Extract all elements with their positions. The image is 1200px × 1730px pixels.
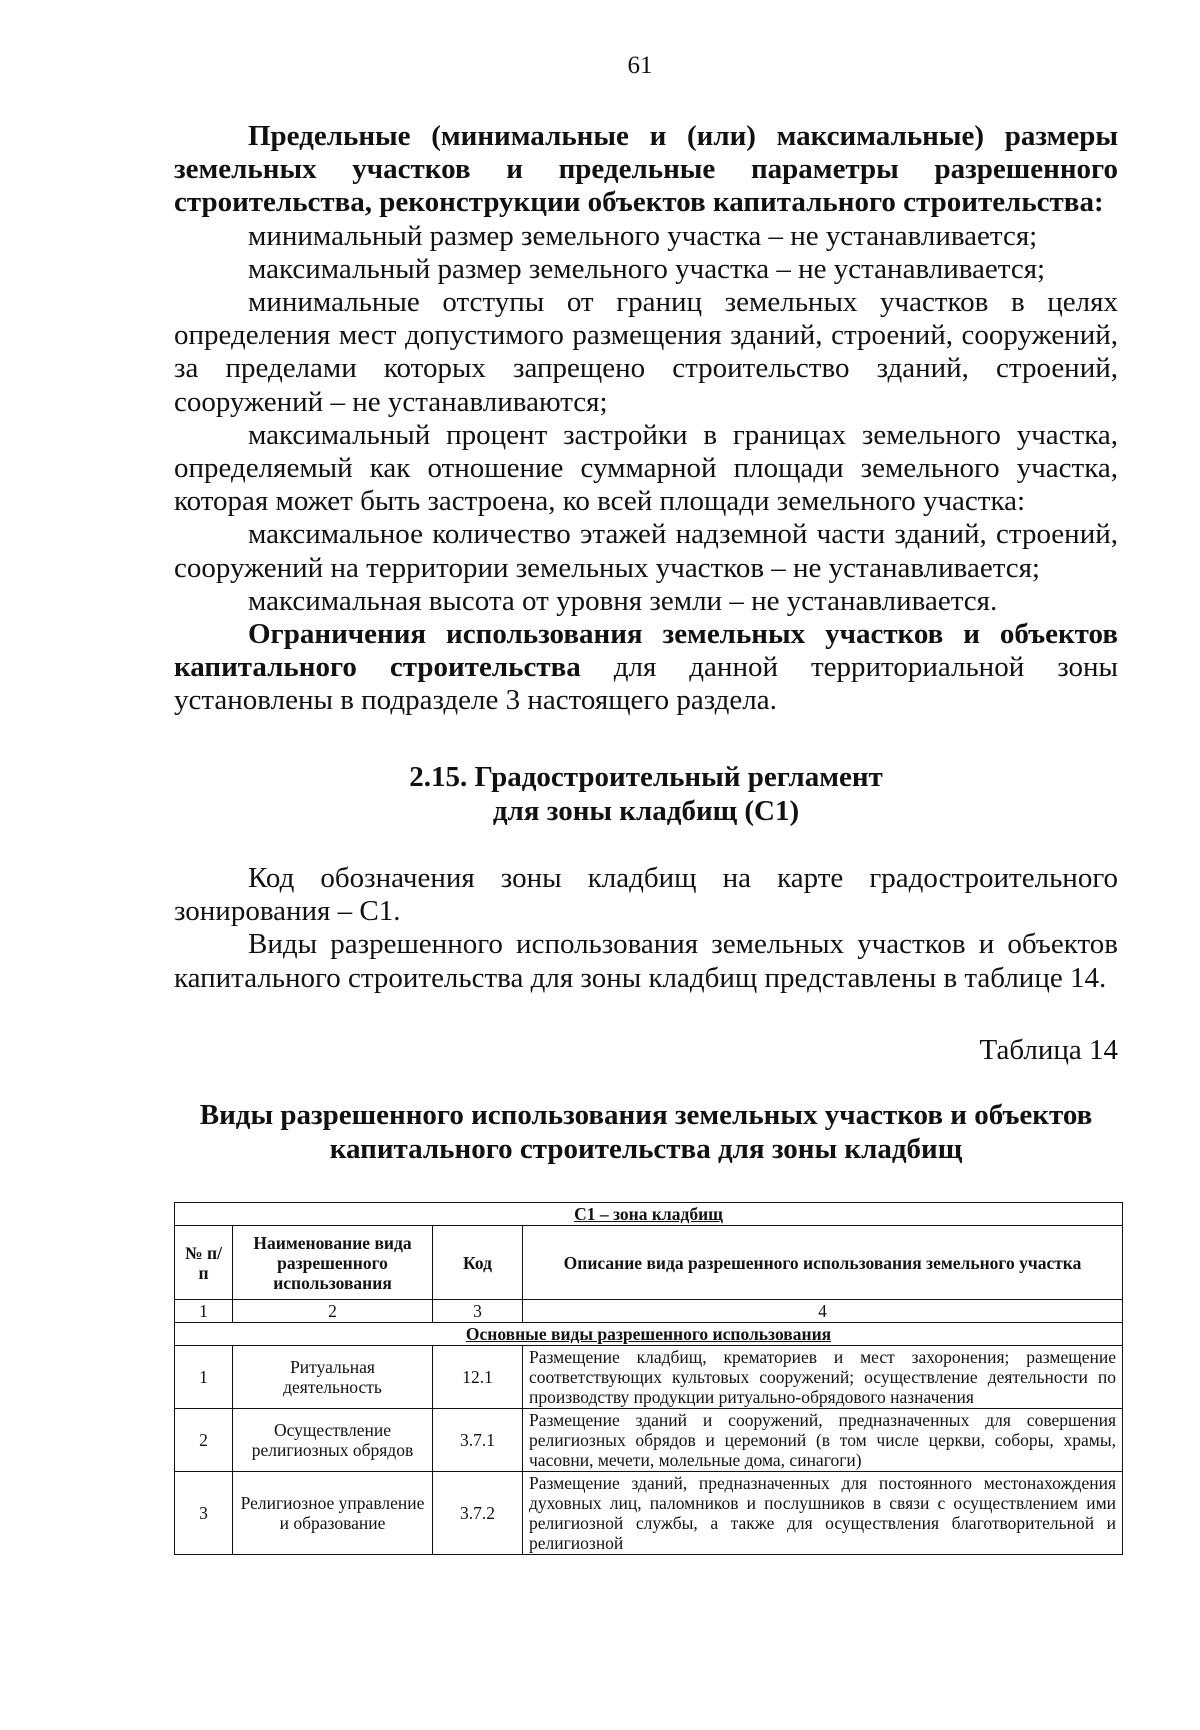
limit-item-floors: максимальное количество этажей надземной части зданий, строений, сооружений на территории земельных участков – не устанавливается;	[174, 518, 1118, 584]
restrictions-paragraph	[174, 618, 1118, 718]
col-number: 4	[523, 1300, 1123, 1323]
table-row	[175, 1409, 1123, 1472]
limits-heading: Предельные (минимальные и (или) максимальные) размеры земельных участков и предельные параметры разрешенного строительства, реконструкции объектов капитального строительства:	[174, 120, 1118, 219]
row-code: 12.1	[433, 1346, 523, 1409]
section-heading	[174, 760, 1118, 828]
restrictions-rest-text: для данной территориальной зоны установлены в подразделе 3 настоящего раздела.	[174, 651, 1118, 717]
permitted-uses-table	[174, 1202, 1123, 1555]
col-number: 2	[233, 1300, 433, 1323]
col-number: 1	[175, 1300, 233, 1323]
row-code: 3.7.2	[433, 1472, 523, 1555]
table-container	[174, 1202, 1122, 1555]
table-column-numbers-row	[175, 1300, 1123, 1323]
row-code: 3.7.1	[433, 1409, 523, 1472]
col-header-desc: Описание вида разрешенного использования земельного участка	[523, 1226, 1123, 1300]
restrictions-bold-text: Ограничения использования земельных участков и объектов капитального строительства	[174, 618, 1118, 684]
col-header-num: № п/п	[175, 1226, 233, 1300]
limits-section	[174, 120, 1118, 718]
col-header-code: Код	[433, 1226, 523, 1300]
row-num: 3	[175, 1472, 233, 1555]
row-num: 2	[175, 1409, 233, 1472]
row-name: Религиозное управление и образование	[233, 1472, 433, 1555]
row-desc: Размещение зданий и сооружений, предназначенных для совершения религиозных обрядов и церемоний (в том числе церкви, соборы, храмы, часовни, мечети, молельные дома, синагоги)	[523, 1409, 1123, 1472]
page-number: 61	[627, 52, 653, 79]
row-desc: Размещение кладбищ, крематориев и мест захоронения; размещение соответствующих культовых сооружений; осуществление деятельности по производству продукции ритуально-обрядового назначения	[523, 1346, 1123, 1409]
zone-header: С1 – зона кладбищ	[175, 1203, 1123, 1226]
table-section-header-row	[175, 1323, 1123, 1346]
zone-info-section	[174, 862, 1118, 995]
row-num: 1	[175, 1346, 233, 1409]
col-header-name: Наименование вида разрешенного использования	[233, 1226, 433, 1300]
limit-item-min-size: минимальный размер земельного участка – не устанавливается;	[248, 219, 1038, 252]
col-number: 3	[433, 1300, 523, 1323]
table-row	[175, 1472, 1123, 1555]
table-title-line-1: Виды разрешенного использования земельных участков и объектов	[199, 1099, 1093, 1131]
zone-code-paragraph: Код обозначения зоны кладбищ на карте градостроительного зонирования – С1.	[174, 862, 1118, 928]
row-name: Ритуальная деятельность	[233, 1346, 433, 1409]
table-title-line-2: капитального строительства для зоны кладбищ	[329, 1133, 963, 1165]
limit-item-building-percent: максимальный процент застройки в границах земельного участка, определяемый как отношение суммарной площади земельного участка, которая может быть застроена, ко всей площади земельного участка:	[174, 418, 1118, 518]
limit-item-height: максимальная высота от уровня земли – не устанавливается.	[248, 584, 998, 617]
limit-item-max-size: максимальный размер земельного участка – не устанавливается;	[248, 252, 1046, 285]
row-name: Осуществление религиозных обрядов	[233, 1409, 433, 1472]
row-desc: Размещение зданий, предназначенных для постоянного местонахождения духовных лиц, паломников и послушников в связи с осуществлением ими религиозной службы, а также для осуществления благотворительной и религиозной	[523, 1472, 1123, 1555]
table-zone-header-row	[175, 1203, 1123, 1226]
section-title-line-1: 2.15. Градостроительный регламент	[409, 761, 883, 793]
table-title	[174, 1098, 1118, 1166]
main-uses-header: Основные виды разрешенного использования	[175, 1323, 1123, 1346]
table-label: Таблица 14	[979, 1034, 1118, 1066]
section-title-line-2: для зоны кладбищ (С1)	[492, 795, 800, 827]
limit-item-setbacks: минимальные отступы от границ земельных участков в целях определения мест допустимого размещения зданий, строений, сооружений, за пределами которых запрещено строительство зданий, строений, сооружений – не устанавливаются;	[174, 286, 1118, 418]
table-column-header-row	[175, 1226, 1123, 1300]
table-row	[175, 1346, 1123, 1409]
zone-types-paragraph: Виды разрешенного использования земельных участков и объектов капитального строительства для зоны кладбищ представлены в таблице 14.	[174, 928, 1118, 994]
